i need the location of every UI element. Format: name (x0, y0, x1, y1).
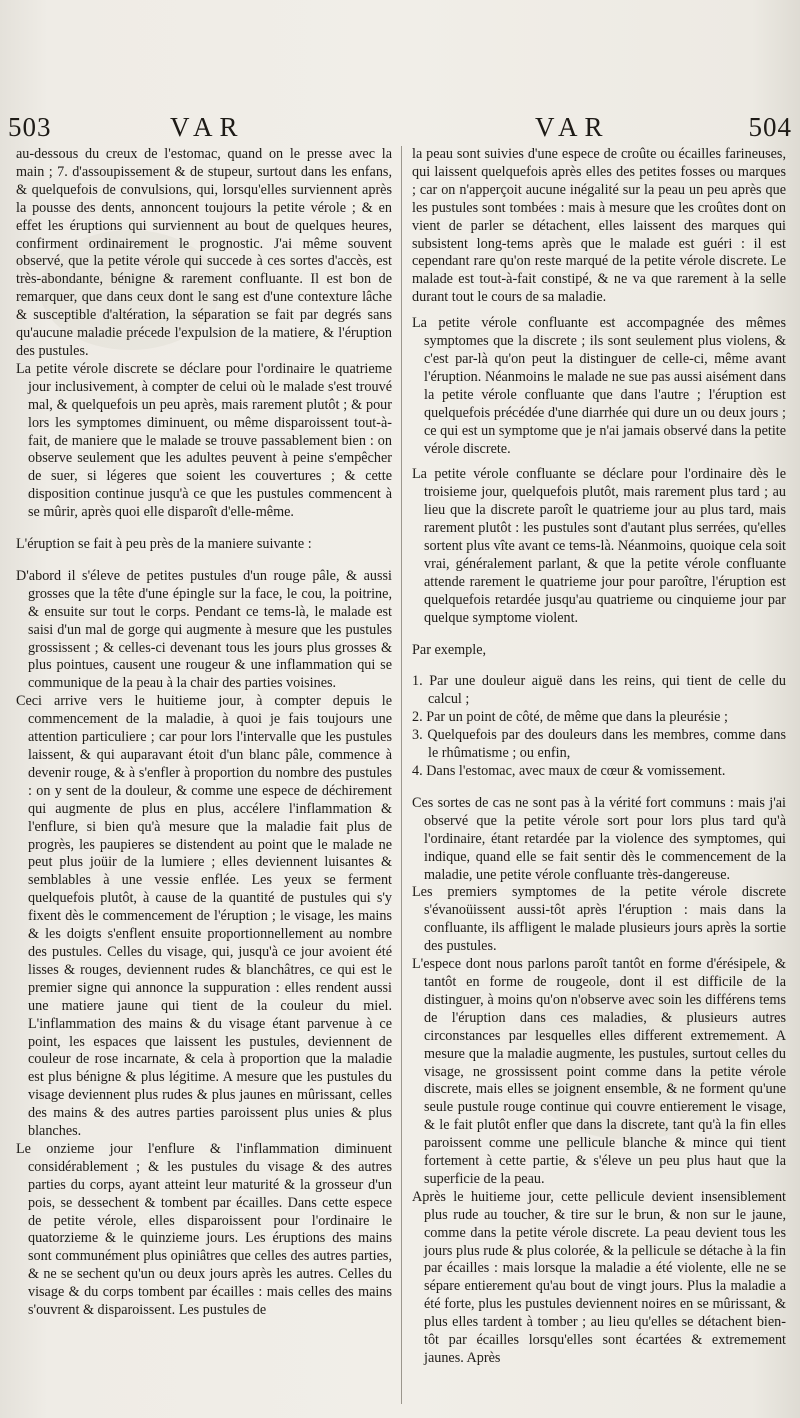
paragraph: Après le huitieme jour, cette pellicule devient insensiblement plus rude au toucher, & tire sur le brun, & non sur le jaune, comme dans la petite vérole discrete. La peau devient tous les jours plus rude & plus colorée, & la pellicule se détache à la fin par écailles : mais lorsque la maladie a été violente, elle ne se sépare entierement qu'au bout de vingt jours. Plus la maladie a été forte, plus les pustules deviennent noires en se mûrissant, & plus elles tardent à tomber ; au lieu qu'elles se détachent bien-tôt par écailles lorsqu'elles sont écartées & extremement jaunes. Après (412, 1188, 786, 1366)
list-item: 3. Quelquefois par des douleurs dans les membres, comme dans le rhûmatisme ; ou enfin, (412, 727, 786, 762)
right-running-head: VAR (535, 112, 610, 142)
paragraph: D'abord il s'éleve de petites pustules d'un rouge pâle, & aussi grosses que la tête d'une épingle sur la face, le cou, la poitrine, & ensuite sur tout le corps. Pendant ce tems-là, le malade est saisi d'un mal de gorge qui augmente à mesure que les pustules grossissent ; & celles-ci devenant tous les jours plus grosses & plus pointues, causent une rougeur & une inflammation qui se communique de la peau à la chair des parties voisines. (16, 567, 392, 692)
list-item: 4. Dans l'estomac, avec maux de cœur & vomissement. (412, 763, 726, 779)
right-page-number: 504 (748, 112, 792, 142)
paragraph: au-dessous du creux de l'estomac, quand on le presse avec la main ; 7. d'assoupissement & de stupeur, surtout dans les enfans, & quelquefois de convulsions, qui, lorsqu'elles surviennent après la pousse des dents, annoncent toujours la petite vérole ; & en effet les éruptions qui surviennent au bout de quelques heures, confirment ordinairement le prognostic. J'ai même souvent observé, que la petite vérole qui succede à ces sortes d'accès, est très-abondante, bénigne & rarement confluante. Il est bon de remarquer, que dans ceux dont le sang est d'une contexture lâche & susceptible d'altération, la séparation se fait par degrés sans qu'aucune maladie précede l'expulsion de la matiere, & l'éruption des pustules. (16, 146, 392, 359)
left-running-head: VAR (170, 112, 245, 142)
paragraph: La petite vérole confluante se déclare pour l'ordinaire dès le troisieme jour, quelquefois plutôt, mais rarement plus tard ; au lieu que la discrete paroît le quatrieme jour au plus tard, mais rarement plutôt : les pustules sont d'autant plus serrées, qu'elles sortent plus vîte avant ce tems-là. Néanmoins, quoique cela soit vrai, généralement parlant, & que la petite vérole confluante attende rarement le quatrieme jour pour paroître, l'éruption est quelquefois retardée jusqu'au quatrieme ou cinquieme jour par quelque symptome violent. (412, 466, 786, 626)
paragraph: Par exemple, (412, 641, 487, 658)
paragraph: La petite vérole confluante est accompagnée des mêmes symptomes que la discrete ; ils sont seulement plus violens, & c'est par-là qu'on peut la distinguer de celle-ci, même avant l'éruption. Néanmoins le malade ne sue pas aussi aisément dans la petite vérole confluante que dans l'autre ; l'éruption est quelquefois précédée d'une diarrhée qui dure un ou deux jours ; ce qui est un symptome que je n'ai jamais observé dans la petite vérole discrete. (412, 315, 786, 457)
paragraph: Le onzieme jour l'enflure & l'inflammation diminuent considérablement ; & les pustules du visage & des autres parties du corps, ayant atteint leur maturité & la grosseur d'un pois, se dessechent & tombent par écailles. Dans cette espece de petite vérole, elles disparoissent pour l'ordinaire le quatorzieme & le quinzieme jours. Les éruptions des mains sont communément plus opiniâtres que celles des autres parties, & ne se sechent qu'un ou deux jours après les autres. Celles du visage & du corps tombent par écailles : mais celles des mains s'ouvrent & disparoissent. Les pustules de (16, 1140, 392, 1319)
page-header (0, 112, 800, 148)
list-item: 2. Par un point de côté, de même que dans la pleurésie ; (412, 709, 728, 726)
list-item: 1. Par une douleur aiguë dans les reins, qui tient de celle du calcul ; (412, 673, 786, 708)
paragraph: Les premiers symptomes de la petite vérole discrete s'évanoüissent aussi-tôt après l'éruption : mais dans la confluante, ils affligent le malade plusieurs jours après la sortie des pustules. (412, 884, 786, 955)
numbered-list (412, 673, 786, 780)
right-text-column (412, 146, 786, 1408)
left-page-number: 503 (8, 112, 52, 142)
paragraph: Ces sortes de cas ne sont pas à la vérité fort communs : mais j'ai observé que la petite vérole sort pour lors plus tard qu'à l'ordinaire, étant retardée par la violence des symptomes, qui indique, quand elle se fait sentir dès le commencement de la maladie, une petite vérole confluante très-dangereuse. (412, 794, 786, 883)
paragraph: Ceci arrive vers le huitieme jour, à compter depuis le commencement de la maladie, à quoi je fais toujours une attention particuliere ; car pour lors l'intervalle que les pustules laissent, & qui auparavant étoit d'un blanc pâle, commence à devenir rouge, & à s'enfler à proportion du nombre des pustules : on y sent de la douleur, & comme une espece de déchirement qui augmente de plus en plus, accélere l'inflammation & l'enflure, si bien qu'à mesure que la maladie fait plus de progrès, les paupieres se distendent au point que le malade ne peut plus joüir de la lumiere ; elles deviennent luisantes & semblables à une vessie enflée. Les yeux se ferment quelquefois plutôt, à cause de la quantité de pustules qui s'y fixent dès le commencement de l'éruption ; le visage, les mains & les doigts s'enflent ensuite proportionnellement au nombre des pustules. Celles du visage, qui, jusqu'à ce jour avoient été lisses & rouges, deviennent rudes & blanchâtres, ce qui est le premier signe qui annonce la suppuration : elles rendent aussi une matiere jaune qui tient de la couleur du miel. L'inflammation des mains & du visage étant parvenue à ce point, les espaces que laissent les pustules, deviennent de couleur de rose incarnate, & cela à proportion que la maladie est plus bénigne & plus légitime. A mesure que les pustules du visage deviennent plus rudes & plus jaunes en mûrissant, celles des mains & des autres parties paroissent plus unies & plus blanches. (16, 693, 392, 1140)
left-text-column (16, 146, 392, 1408)
paragraph: la peau sont suivies d'une espece de croûte ou écailles farineuses, qui laissent quelquefois après elles des petites fosses ou marques ; car on n'apperçoit aucune inégalité sur la peau un peu après que les pustules sont tombées : mais à mesure que les croûtes dont on vient de parler se détachent, elles laissent des marques qui subsistent long-tems après que le malade est guéri : il est cependant rare qu'on reste marqué de la petite vérole discrete. Le malade est tout-à-fait constipé, & ne va que rarement à la selle durant tout le cours de sa maladie. (412, 146, 786, 306)
paragraph: L'éruption se fait à peu près de la maniere suivante : (16, 536, 312, 553)
column-divider (401, 146, 402, 1404)
paragraph: La petite vérole discrete se déclare pour l'ordinaire le quatrieme jour inclusivement, à compter de celui où le malade s'est trouvé mal, & quelquefois un peu après, mais rarement plutôt ; & pour lors les symptomes diminuent, ou même disparoissent tout-à-fait, de maniere que le malade se trouve passablement bien : on observe seulement que les adultes peuvent à peine s'empêcher de suer, si légeres que soient les couvertures ; & cette disposition continue jusqu'à ce que les pustules commencent à se mûrir, après quoi elle disparoît d'elle-même. (16, 360, 392, 521)
paragraph: L'espece dont nous parlons paroît tantôt en forme d'érésipele, & tantôt en forme de rougeole, dont il est difficile de la distinguer, à moins qu'on n'observe avec soin les différens tems de l'éruption dans ces maladies, & plusieurs autres circonstances par lesquelles elles different extremement. A mesure que la maladie augmente, les pustules, surtout celles du visage, ne grossissent point comme dans la petite vérole discrete, mais elles se joignent ensemble, & ne forment qu'une seule pustule rouge continue qui couvre entierement le visage, & le fait plutôt enfler que dans la discrete, tant qu'à la fin elles paroissent comme une pellicule blanche & mince qui tient fortement à cette partie, & s'éleve un peu plus haut que la superficie de la peau. (412, 956, 786, 1187)
